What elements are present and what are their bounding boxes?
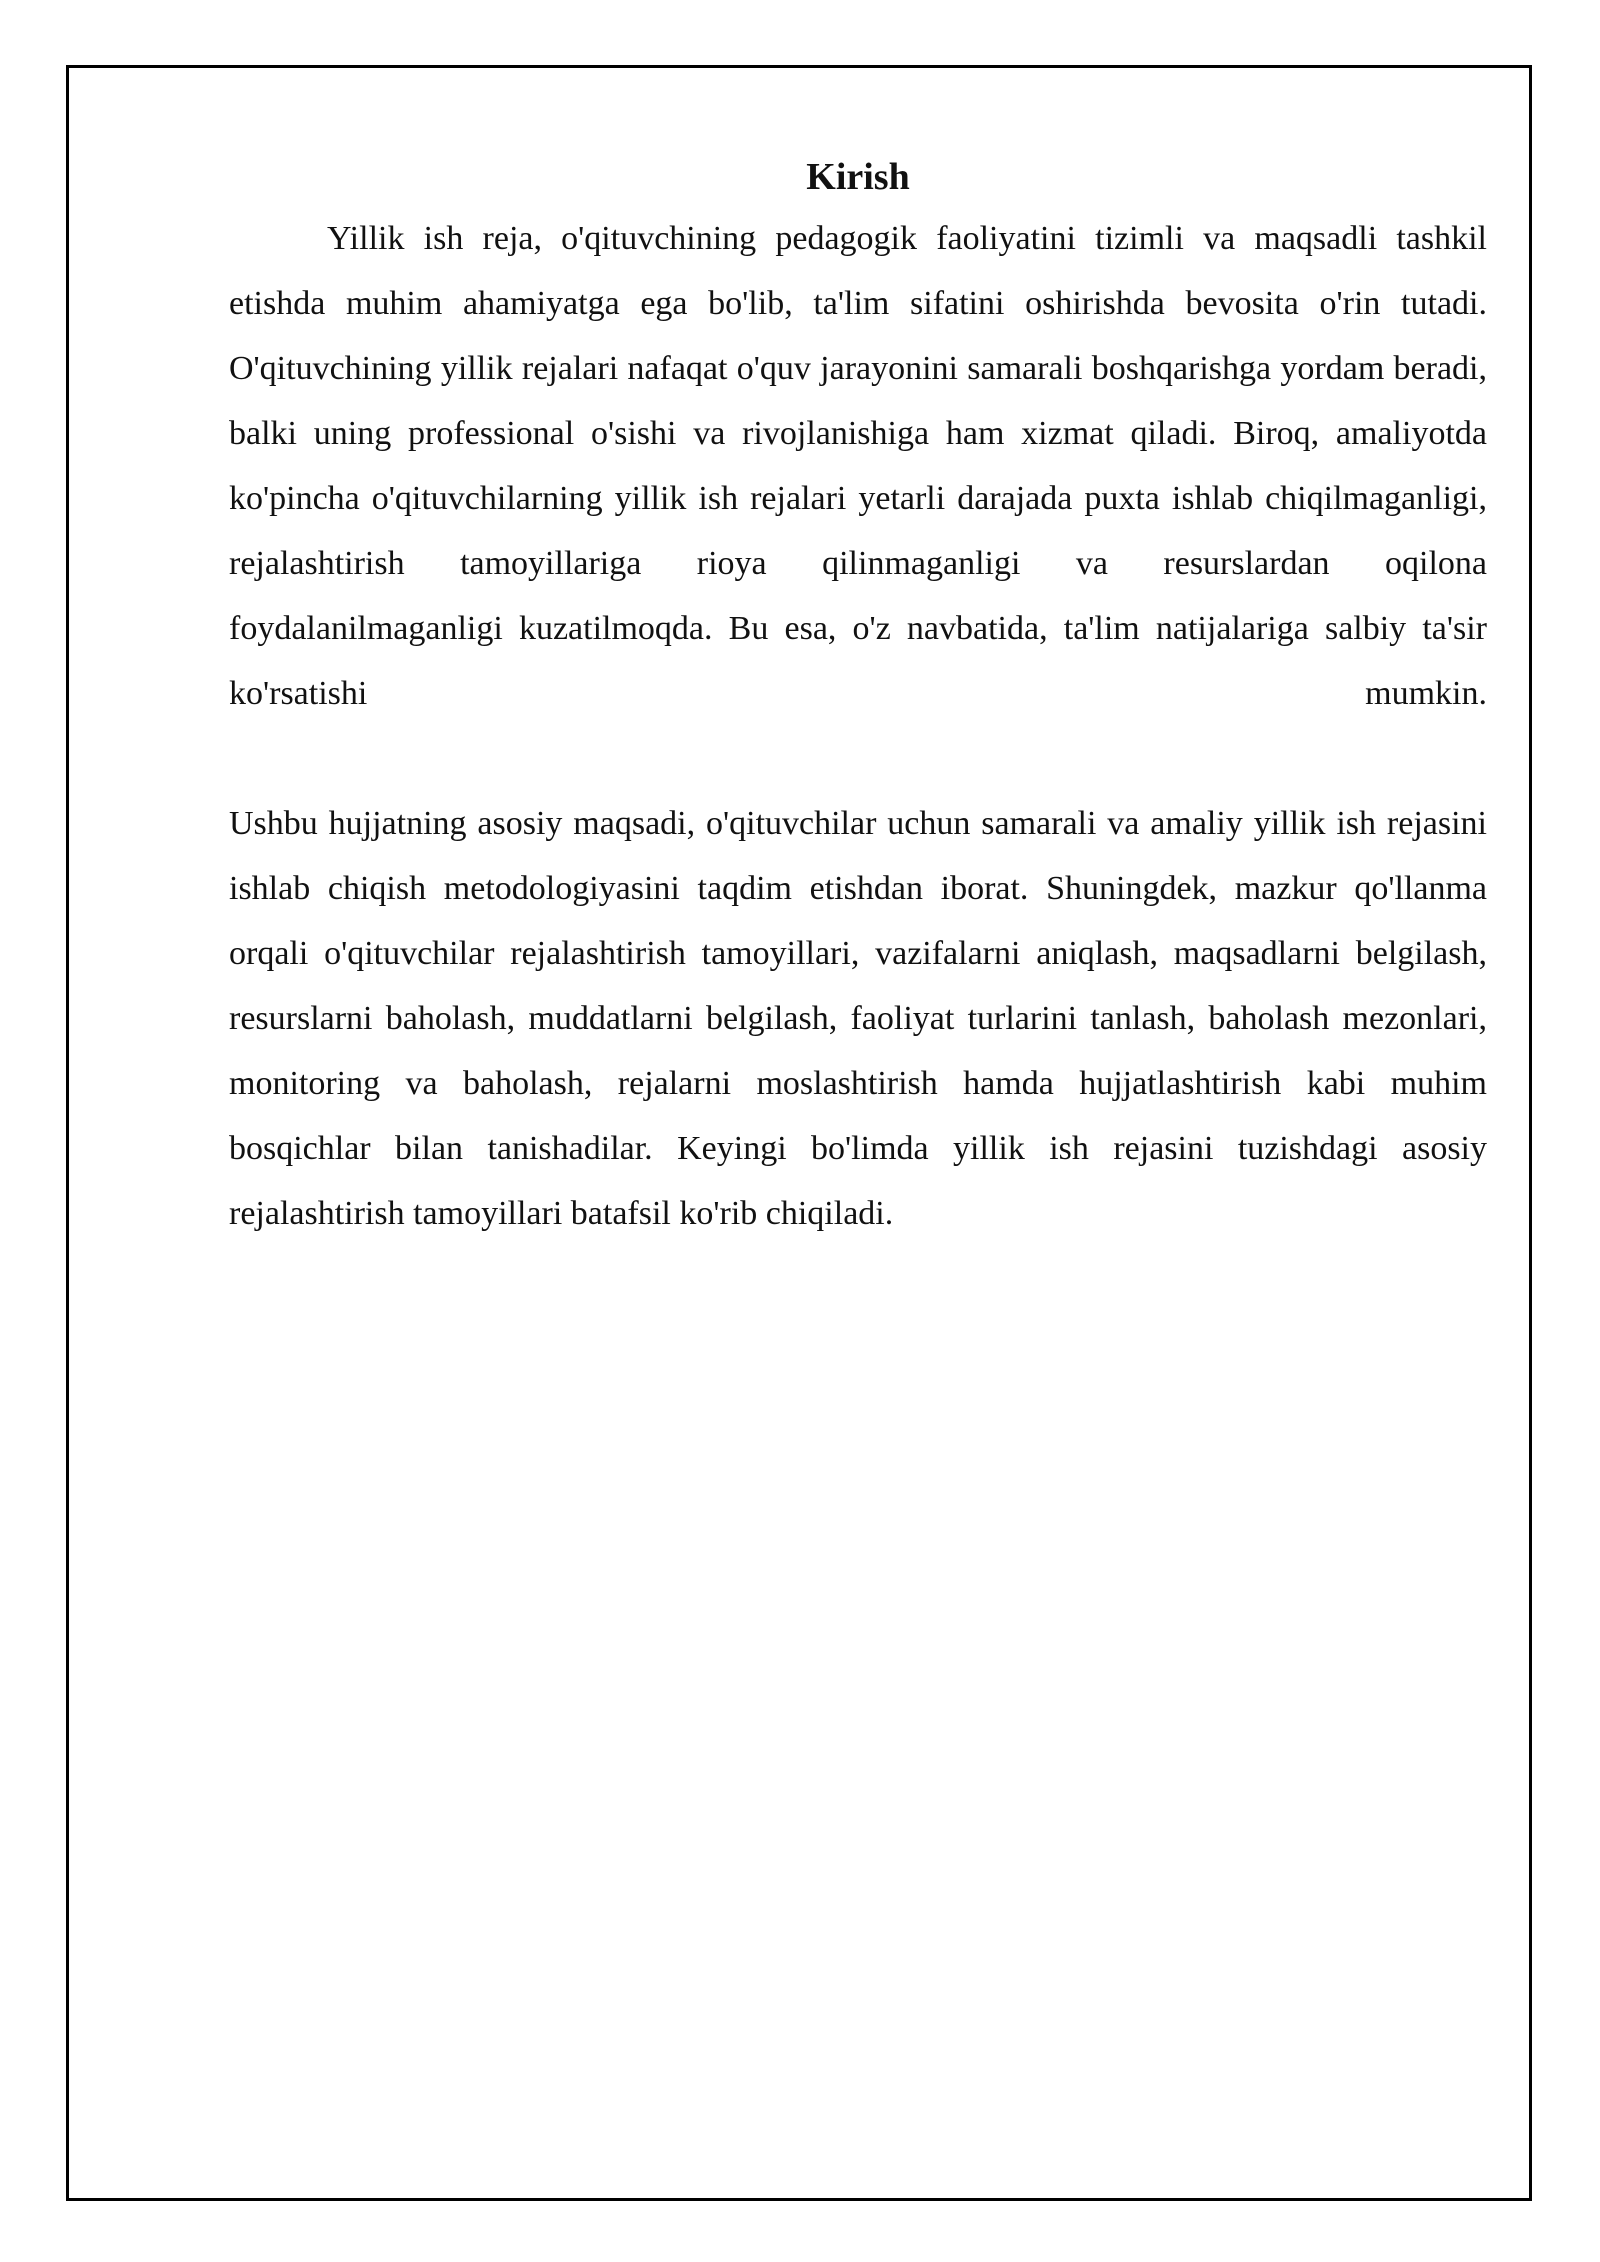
paragraph-spacer (229, 726, 1487, 791)
document-title: Kirish (806, 156, 910, 198)
document-body (229, 148, 1487, 1246)
paragraph-purpose: Ushbu hujjatning asosiy maqsadi, o'qituvchilar uchun samarali va amaliy yillik ish rejasini ishlab chiqish metodologiyasini taqdim etishdan iborat. Shuningdek, mazkur qo'llanma orqali o'qituvchilar rejalashtirish tamoyillari, vazifalarni aniqlash, maqsadlarni belgilash, resurslarni baholash, muddatlarni belgilash, faoliyat turlarini tanlash, baholash mezonlari, monitoring va baholash, rejalarni moslashtirish hamda hujjatlashtirish kabi muhim bosqichlar bilan tanishadilar. Keyingi bo'limda yillik ish rejasini tuzishdagi asosiy rejalashtirish tamoyillari batafsil ko'rib chiqiladi. (229, 805, 1487, 1232)
paragraph-intro: Yillik ish reja, o'qituvchining pedagogik faoliyatini tizimli va maqsadli tashkil etishda muhim ahamiyatga ega bo'lib, ta'lim sifatini oshirishda bevosita o'rin tutadi. O'qituvchining yillik rejalari nafaqat o'quv jarayonini samarali boshqarishga yordam beradi, balki uning professional o'sishi va rivojlanishiga ham xizmat qiladi. Biroq, amaliyotda ko'pincha o'qituvchilarning yillik ish rejalari yetarli darajada puxta ishlab chiqilmaganligi, rejalashtirish tamoyillariga rioya qilinmaganligi va resurslardan oqilona foydalanilmaganligi kuzatilmoqda. Bu esa, o'z navbatida, ta'lim natijalariga salbiy ta'sir ko'rsatishi mumkin. (229, 220, 1487, 712)
